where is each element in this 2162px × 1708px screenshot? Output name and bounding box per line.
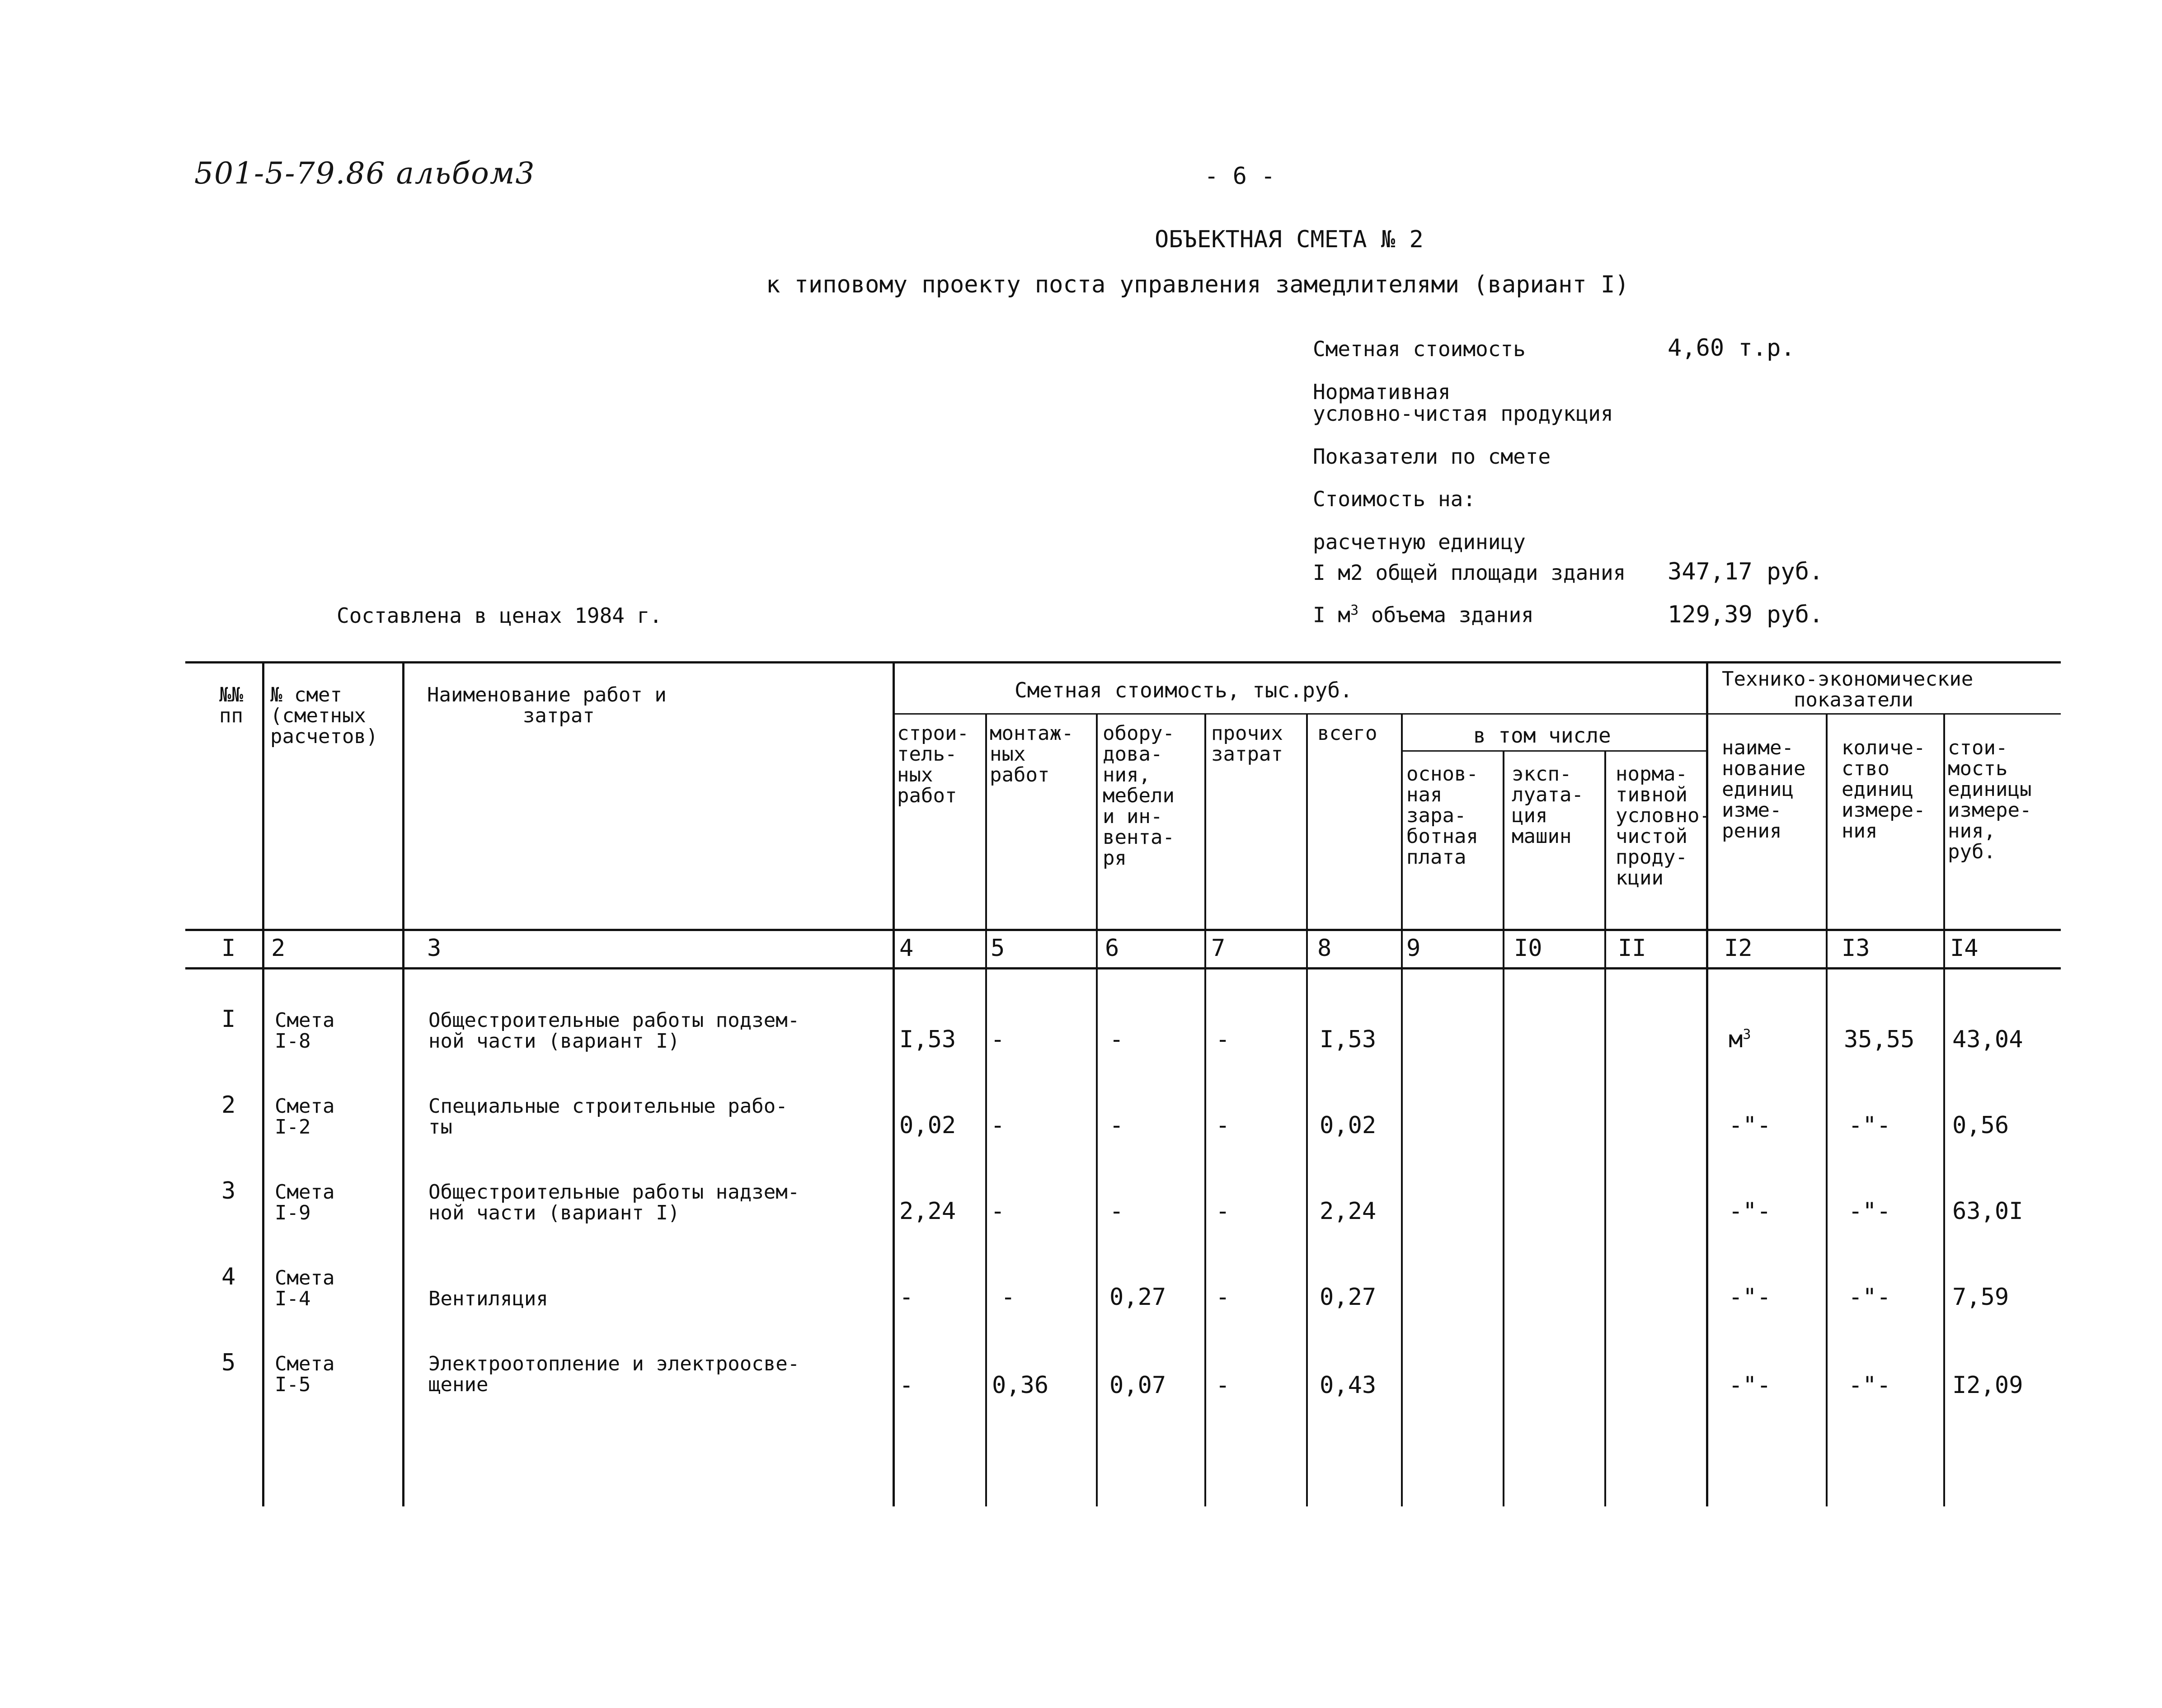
- colnum-1: I: [221, 935, 236, 962]
- row-unit-cost: 0,56: [1952, 1112, 2009, 1139]
- row-unit: [1729, 1026, 1751, 1053]
- vline-13: [1943, 713, 1945, 1506]
- volume-value: 129,39 руб.: [1668, 601, 1824, 628]
- row-other: -: [1216, 1198, 1230, 1225]
- row-name: Вентиляция: [428, 1287, 548, 1310]
- header-unit-cost: стои- мость единицы измере- ния, руб.: [1948, 736, 2032, 863]
- header-smeta: № смет (сметных расчетов): [270, 683, 378, 748]
- vline-1: [262, 661, 264, 1506]
- colnum-3: 3: [427, 935, 442, 962]
- row-installation: -: [1001, 1284, 1015, 1311]
- unit-label: расчетную единицу: [1313, 530, 1526, 554]
- row-number: 4: [221, 1263, 236, 1290]
- colnum-12: I2: [1724, 935, 1753, 962]
- row-unit-base: м: [1729, 1026, 1743, 1053]
- row-name: Специальные строительные рабо- ты: [428, 1095, 788, 1139]
- volume-label-prefix: I м: [1313, 602, 1351, 627]
- incl-line: [1401, 750, 1706, 752]
- row-equipment: -: [1109, 1026, 1124, 1053]
- header-group-cost: Сметная стоимость, тыс.руб.: [1015, 678, 1353, 702]
- row-unit-cost: I2,09: [1952, 1372, 2023, 1399]
- row-construction: -: [899, 1284, 914, 1311]
- row-total: 2,24: [1320, 1198, 1377, 1225]
- vline-4: [985, 713, 987, 1506]
- vline-7: [1306, 713, 1308, 1506]
- colnum-5: 5: [991, 935, 1005, 962]
- row-total: 0,43: [1320, 1372, 1377, 1399]
- row-unit-cost: 7,59: [1952, 1284, 2009, 1311]
- document-code: 501-5-79.86 альбом3: [194, 156, 536, 191]
- indicators-label: Показатели по смете: [1313, 444, 1551, 469]
- row-construction: I,53: [899, 1026, 956, 1053]
- normative-label-2: условно-чистая продукция: [1313, 401, 1613, 426]
- row-number: I: [221, 1006, 236, 1033]
- row-unit-sup: 3: [1743, 1026, 1751, 1043]
- row-number: 5: [221, 1349, 236, 1376]
- row-qty: -"-: [1848, 1112, 1891, 1139]
- row-qty: 35,55: [1844, 1026, 1915, 1053]
- vline-8: [1401, 713, 1403, 1506]
- row-unit: -"-: [1729, 1284, 1771, 1311]
- header-num: №№ пп: [219, 683, 243, 727]
- row-equipment: -: [1109, 1112, 1124, 1139]
- header-normative: норма- тивной условно- чистой проду- кции: [1616, 762, 1711, 889]
- row-unit: -"-: [1729, 1372, 1771, 1399]
- header-installation: монтаж- ных работ: [990, 722, 1074, 786]
- row-number: 2: [221, 1092, 236, 1119]
- area-value: 347,17 руб.: [1668, 558, 1824, 585]
- subheader-line: [893, 713, 2061, 715]
- row-smeta: Смета I-2: [275, 1095, 335, 1139]
- cost-value: 4,60 т.р.: [1668, 334, 1795, 362]
- row-equipment: 0,27: [1109, 1284, 1166, 1311]
- colnum-4: 4: [899, 935, 914, 962]
- vline-6: [1204, 713, 1206, 1506]
- row-installation: -: [991, 1026, 1005, 1053]
- colnum-2: 2: [271, 935, 286, 962]
- row-unit: -"-: [1729, 1198, 1771, 1225]
- colnum-7: 7: [1211, 935, 1226, 962]
- row-total: 0,02: [1320, 1112, 1377, 1139]
- header-total: всего: [1317, 722, 1377, 745]
- colnum-6: 6: [1105, 935, 1119, 962]
- area-label: I м2 общей площади здания: [1313, 560, 1626, 585]
- row-other: -: [1216, 1112, 1230, 1139]
- row-smeta: Смета I-9: [275, 1181, 335, 1224]
- row-qty: -"-: [1848, 1284, 1891, 1311]
- row-unit: -"-: [1729, 1112, 1771, 1139]
- row-installation: -: [991, 1198, 1005, 1225]
- row-equipment: -: [1109, 1198, 1124, 1225]
- header-equipment: обору- дова- ния, мебели и ин- вента- ря: [1103, 722, 1175, 870]
- header-other: прочих затрат: [1211, 722, 1283, 766]
- row-smeta: Смета I-4: [275, 1266, 335, 1310]
- colnum-14: I4: [1950, 935, 1979, 962]
- row-installation: -: [991, 1112, 1005, 1139]
- prices-note: Составлена в ценах 1984 г.: [337, 603, 663, 628]
- row-construction: 2,24: [899, 1198, 956, 1225]
- row-installation: 0,36: [992, 1372, 1049, 1399]
- normative-label: Нормативная: [1313, 380, 1451, 404]
- volume-label: [1313, 602, 1534, 627]
- row-unit-cost: 43,04: [1952, 1026, 2023, 1053]
- document-subtitle: к типовому проекту поста управления замедлителями (вариант I): [766, 271, 1629, 298]
- header-unit-name: наиме- нование единиц изме- рения: [1722, 736, 1806, 842]
- row-smeta: Смета I-5: [275, 1352, 335, 1396]
- colnum-9: 9: [1406, 935, 1421, 962]
- header-group-incl: в том числе: [1473, 723, 1611, 748]
- header-machines: эксп- луата- ция машин: [1512, 762, 1584, 848]
- document-title: ОБЪЕКТНАЯ СМЕТА № 2: [1155, 226, 1424, 253]
- header-group-tech: Технико-экономические показатели: [1722, 668, 1974, 711]
- header-construction: строи- тель- ных работ: [897, 722, 969, 807]
- vline-9: [1503, 750, 1504, 1506]
- vline-2: [402, 661, 404, 1506]
- header-bottom-line: [185, 929, 2061, 931]
- header-unit-qty: количе- ство единиц измере- ния: [1842, 736, 1926, 842]
- row-unit-cost: 63,0I: [1952, 1198, 2023, 1225]
- colnum-10: I0: [1514, 935, 1542, 962]
- colnum-13: I3: [1842, 935, 1870, 962]
- vline-3: [893, 661, 895, 1506]
- numbers-bottom-line: [185, 967, 2061, 969]
- row-construction: -: [899, 1372, 914, 1399]
- volume-label-suffix: объема здания: [1358, 602, 1534, 627]
- row-other: -: [1216, 1372, 1230, 1399]
- page-number: - 6 -: [1204, 163, 1275, 190]
- row-construction: 0,02: [899, 1112, 956, 1139]
- colnum-8: 8: [1317, 935, 1332, 962]
- row-number: 3: [221, 1177, 236, 1205]
- row-qty: -"-: [1848, 1198, 1891, 1225]
- vline-12: [1826, 713, 1828, 1506]
- row-name: Общестроительные работы надзем- ной части (вариант I): [428, 1181, 800, 1224]
- header-wages: основ- ная зара- ботная плата: [1406, 762, 1478, 869]
- row-name: Электроотопление и электроосве- щение: [428, 1352, 800, 1396]
- vline-5: [1096, 713, 1098, 1506]
- row-qty: -"-: [1848, 1372, 1891, 1399]
- cost-label: Сметная стоимость: [1313, 337, 1526, 361]
- row-other: -: [1216, 1026, 1230, 1053]
- volume-label-sup: 3: [1350, 602, 1359, 618]
- row-equipment: 0,07: [1109, 1372, 1166, 1399]
- row-total: 0,27: [1320, 1284, 1377, 1311]
- table-top-line: [185, 661, 2061, 663]
- row-total: I,53: [1320, 1026, 1377, 1053]
- cost-per-label: Стоимость на:: [1313, 487, 1476, 511]
- row-name: Общестроительные работы подзем- ной части (вариант I): [428, 1009, 800, 1053]
- header-name: Наименование работ и затрат: [427, 683, 667, 727]
- row-smeta: Смета I-8: [275, 1009, 335, 1053]
- colnum-11: II: [1618, 935, 1646, 962]
- vline-10: [1604, 750, 1606, 1506]
- row-other: -: [1216, 1284, 1230, 1311]
